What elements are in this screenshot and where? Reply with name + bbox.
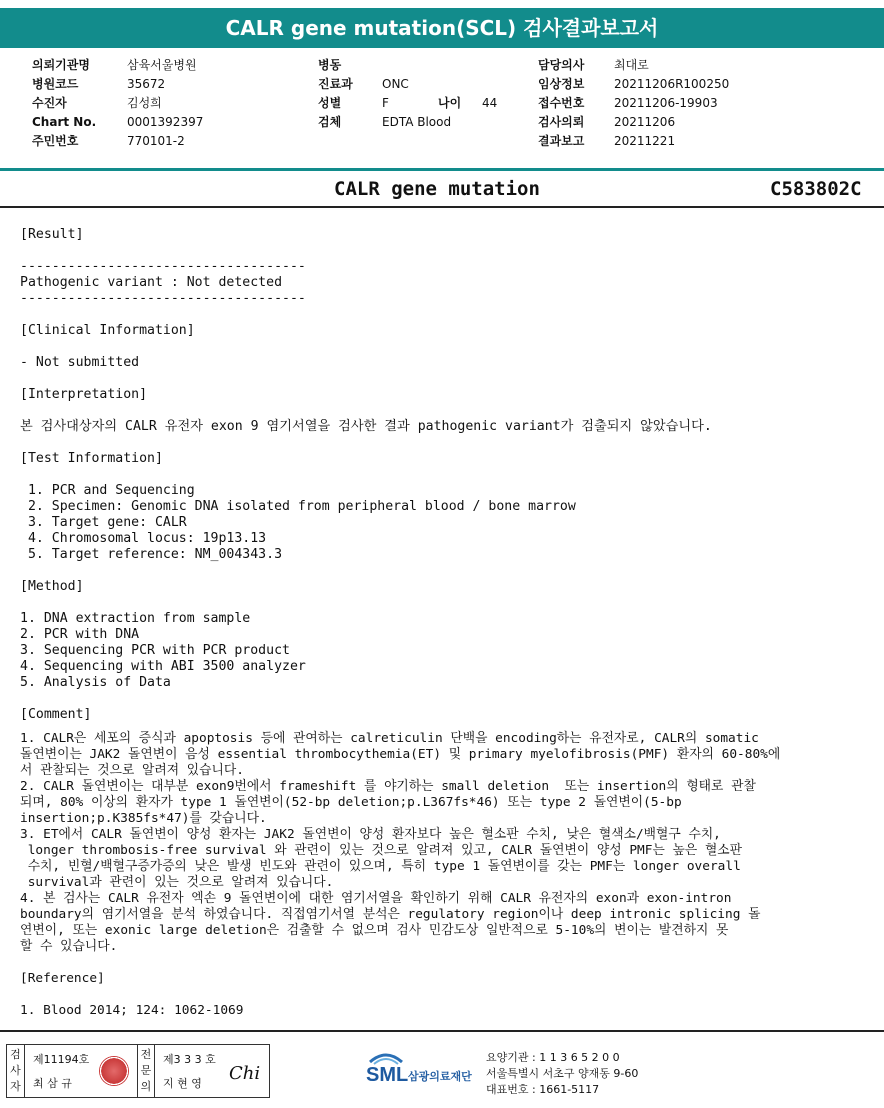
dept-label: 진료과 <box>318 77 353 91</box>
id-label: 주민번호 <box>32 134 79 148</box>
recipient-value: 김성희 <box>127 96 162 110</box>
id-value: 770101-2 <box>127 134 185 148</box>
patient-info <box>32 56 203 151</box>
sex-label: 성별 <box>318 96 342 110</box>
specialist-label: 전문의 <box>137 1045 155 1097</box>
org-info <box>486 1050 638 1098</box>
receipt-value: 20211206-19903 <box>614 96 718 110</box>
sml-logo <box>366 1050 486 1090</box>
specialist-name: 지 현 영 <box>163 1077 202 1090</box>
specimen-label: 검체 <box>318 115 342 129</box>
comment-body: 1. CALR은 세포의 증식과 apoptosis 등에 관여하는 calreticulin 단백을 encoding하는 유전자로, CALR의 somatic 돌연변이는 JAK2 돌연변이 음성 essential thrombocythemia(ET) 및 primary myelofibrosis(PMF) 환자의 60-80%에 서 관찰되는 것으로 알려져 있습니다. 2. CALR 돌연변이는 대부분 exon9번에서 frameshift 를 야기하는 small deletion 또는 insertion의 형태로 관찰 되며, 80% 이상의 환자가 type 1 돌연변이(52-bp deletion;p.L367fs*46) 또는 type 2 돌연변이(5-bp insertion;p.K385fs*47)를 갖습니다. 3. ET에서 CALR 돌연변이 양성 환자는 JAK2 돌연변이 양성 환자보다 높은 혈소판 수치, 낮은 혈색소/백혈구 수치, longer thrombosis-free survival 와 관련이 있는 것으로 알려져 있고, CALR 돌연변이 양성 PMF는 높은 혈소판 수치, 빈혈/백혈구증가증의 낮은 발생 빈도와 관련이 있으며, 특히 type 1 돌연변이를 갖는 PMF는 longer overall survival과 관련이 있는 것으로 알려져 있습니다. 4. 본 검사는 CALR 유전자 엑손 9 돌연변이에 대한 염기서열을 확인하기 위해 CALR 유전자의 exon과 exon-intron boundary의 염기서열을 분석 하였습니다. 직접염기서열 분석은 regulatory region이나 deep intronic splicing 돌 연변이, 또는 exonic large deletion은 검출할 수 없으며 검사 민감도상 일반적으로 5-10%의 변이는 발견하지 못 할 수 있습니다. [Reference] 1. Blood 2014; 124: 1062-1069 <box>20 731 781 1018</box>
specialist-license: 제3 3 3 호 <box>163 1053 216 1066</box>
reported-value: 20211221 <box>614 134 676 148</box>
specialist-signature: Chi <box>229 1063 261 1084</box>
hospital-label: 의뢰기관명 <box>32 58 90 72</box>
report-info <box>538 56 729 151</box>
top-divider <box>0 168 884 171</box>
doctor-label: 담당의사 <box>538 58 585 72</box>
test-name: CALR gene mutation <box>334 178 540 200</box>
requested-value: 20211206 <box>614 115 676 129</box>
signature-box <box>6 1044 270 1098</box>
tester-label: 검사자 <box>7 1045 25 1097</box>
org-phone: 대표번호 : 1661-5117 <box>486 1083 600 1096</box>
code-label: 병원코드 <box>32 77 79 91</box>
report-title-bar: CALR gene mutation(SCL) 검사결과보고서 <box>0 8 884 48</box>
receipt-label: 접수번호 <box>538 96 585 110</box>
code-value: 35672 <box>127 77 166 91</box>
sml-logo-mark: SML <box>366 1064 409 1086</box>
org-address: 서울특별시 서초구 양재동 9-60 <box>486 1067 639 1080</box>
tester-seal-icon <box>99 1056 129 1086</box>
report-body: [Result] ------------------------------------ Pathogenic variant : Not detected ------------------------------------ [Clinical Information] - Not submitted [Interpretation] 본 검사대상자의 CALR 유전자 exon 9 염기서열을 검사한 결과 pathogenic variant가 검출되지 않았습니다. [Test Information] 1. PCR and Sequencing 2. Specimen: Genomic DNA isolated from peripheral blood / bone marrow 3. Target gene: CALR 4. Chromosomal locus: 19p13.13 5. Target reference: NM_004343.3 [Method] 1. DNA extraction from sample 2. PCR with DNA 3. Sequencing PCR with PCR product 4. Sequencing with ABI 3500 analyzer 5. Analysis of Data [Comment] <box>20 227 712 722</box>
exam-info <box>318 56 497 132</box>
requested-label: 검사의뢰 <box>538 115 585 129</box>
chart-value: 0001392397 <box>127 115 204 129</box>
chart-label: Chart No. <box>32 115 97 129</box>
doctor-value: 최대로 <box>614 58 649 72</box>
hospital-value: 삼육서울병원 <box>127 58 197 72</box>
reported-label: 결과보고 <box>538 134 585 148</box>
dept-value: ONC <box>382 77 409 91</box>
ward-label: 병동 <box>318 58 342 72</box>
age-label: 나이 <box>438 96 462 110</box>
tester-license: 제11194호 <box>33 1053 90 1066</box>
org-code: 요양기관 : 1 1 3 6 5 2 0 0 <box>486 1051 620 1064</box>
title-divider <box>0 206 884 208</box>
test-code: C583802C <box>770 178 862 200</box>
clinical-value: 20211206R100250 <box>614 77 730 91</box>
age-value: 44 <box>482 96 498 110</box>
bottom-divider <box>0 1030 884 1032</box>
sex-value: F <box>382 96 389 110</box>
recipient-label: 수진자 <box>32 96 67 110</box>
sml-logo-name: 삼광의료재단 <box>408 1070 472 1083</box>
specimen-value: EDTA Blood <box>382 115 452 129</box>
clinical-label: 임상정보 <box>538 77 585 91</box>
tester-name: 최 삼 규 <box>33 1077 72 1090</box>
